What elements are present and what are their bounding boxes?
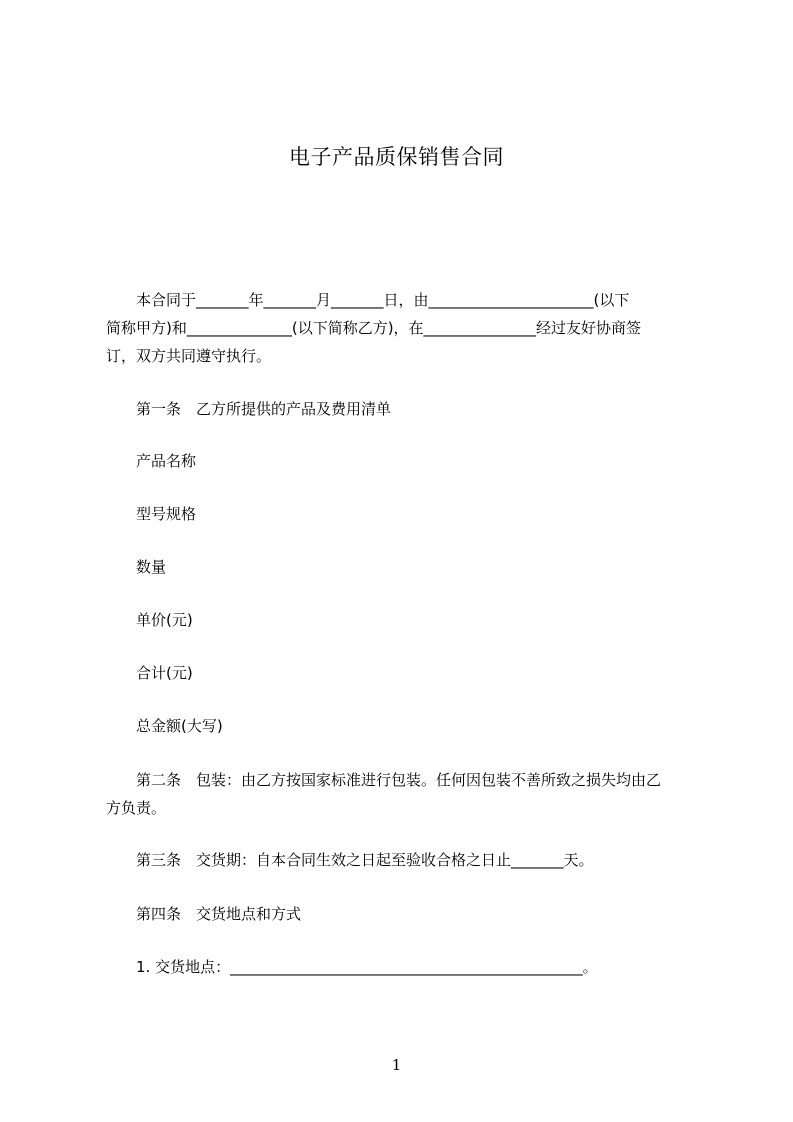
page-number: 1 bbox=[391, 1056, 402, 1074]
article-2-line-2: 方负责。 bbox=[106, 799, 167, 817]
intro-paragraph bbox=[106, 286, 699, 370]
item-product-name: 产品名称 bbox=[136, 452, 197, 470]
intro-line-3: 订，双方共同遵守执行。 bbox=[106, 347, 272, 365]
item-quantity: 数量 bbox=[136, 558, 167, 576]
item-unit-price: 单价(元) bbox=[136, 611, 193, 629]
article-3-paragraph: 第三条 交货期：自本合同生效之日起至验收合格之日止_______天。 bbox=[136, 851, 594, 869]
article-2-line-1: 第二条 包装：由乙方按国家标准进行包装。任何因包装不善所致之损失均由乙 bbox=[136, 771, 662, 789]
item-subtotal: 合计(元) bbox=[136, 664, 193, 682]
delivery-location-line: 1. 交货地点：_______________________________________________。 bbox=[136, 958, 598, 976]
page-title: 电子产品质保销售合同 bbox=[289, 145, 504, 169]
article-1-heading: 第一条 乙方所提供的产品及费用清单 bbox=[136, 400, 392, 418]
intro-line-2: 简称甲方)和______________(以下简称乙方)，在_______________经过友好协商签 bbox=[106, 319, 642, 337]
article-4-heading: 第四条 交货地点和方式 bbox=[136, 905, 302, 923]
item-model-spec: 型号规格 bbox=[136, 505, 197, 523]
article-2-paragraph bbox=[106, 766, 699, 822]
intro-line-1: 本合同于_______年_______月_______日，由______________________(以下 bbox=[136, 291, 630, 309]
item-total-amount: 总金额(大写) bbox=[136, 717, 223, 735]
